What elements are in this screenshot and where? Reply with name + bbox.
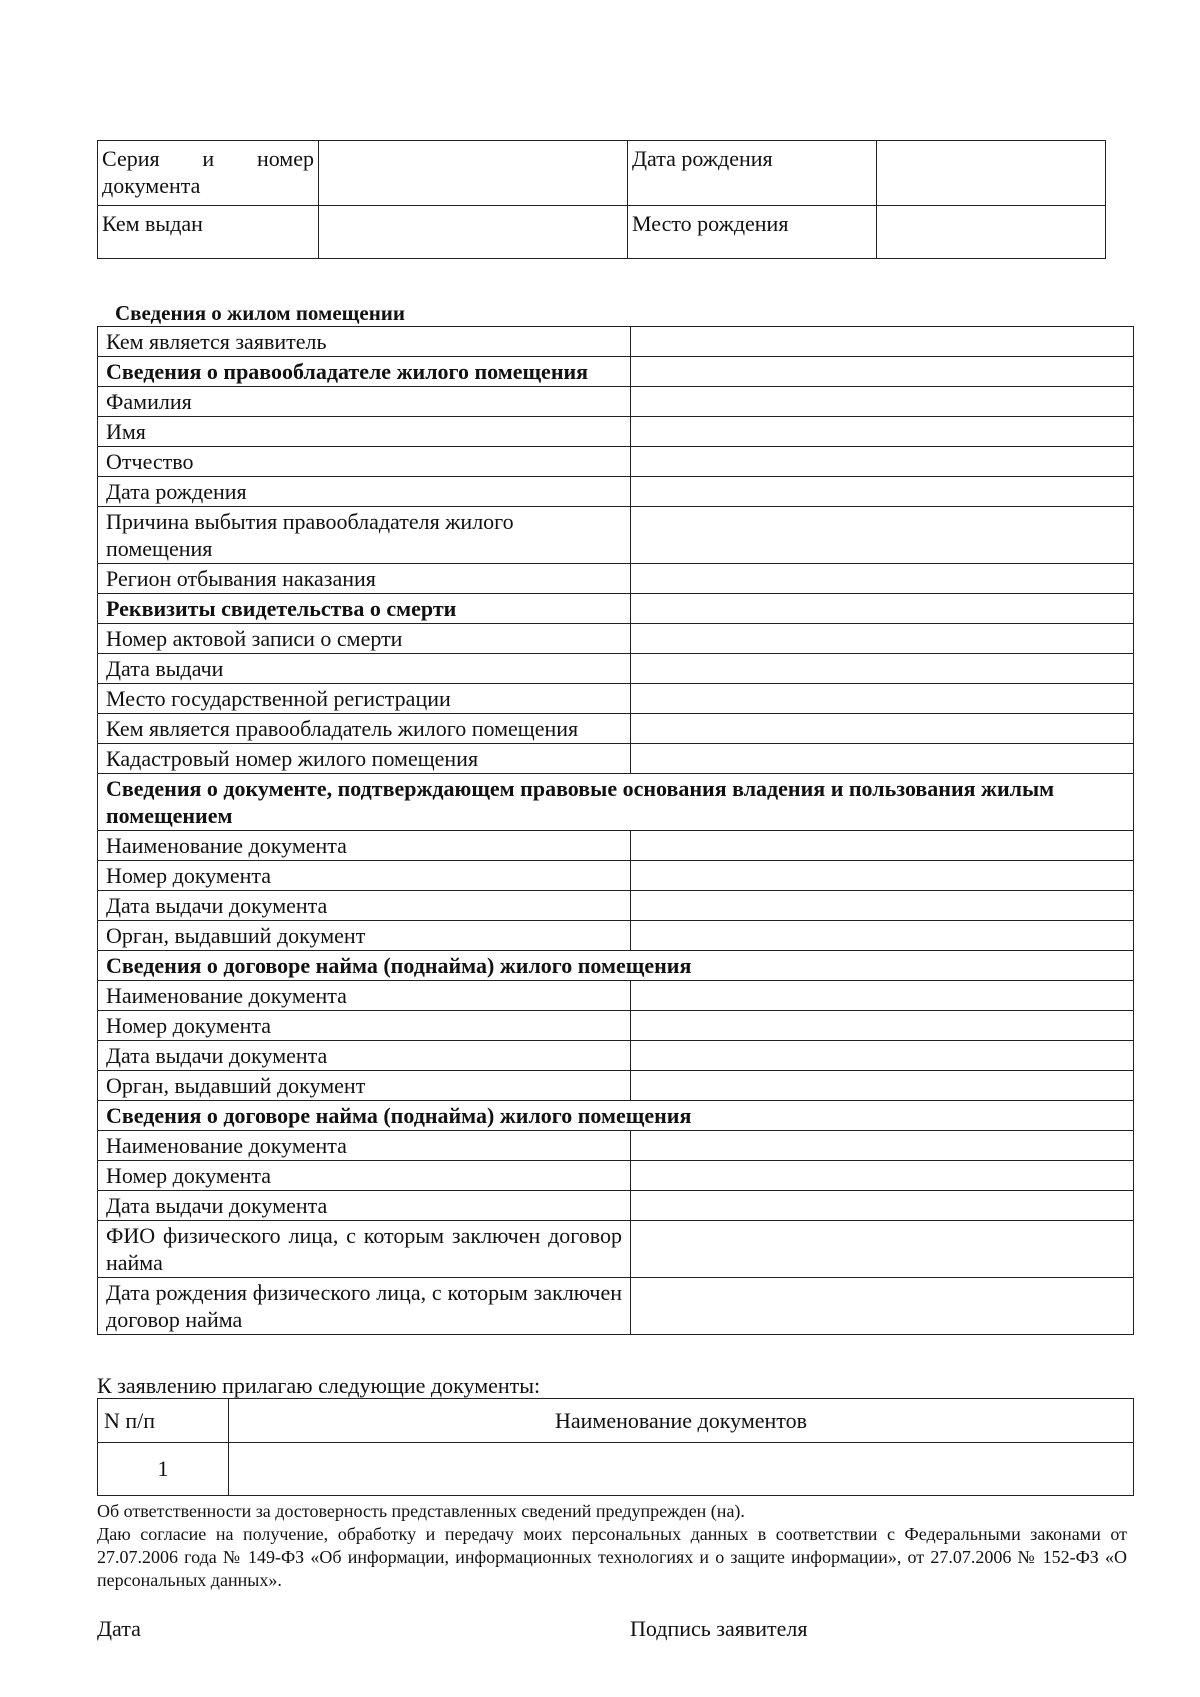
housing-row bbox=[98, 1131, 1134, 1161]
housing-row bbox=[98, 477, 1134, 507]
housing-row bbox=[98, 507, 1134, 564]
housing-row-value[interactable] bbox=[631, 714, 1134, 744]
housing-row-value[interactable] bbox=[631, 1011, 1134, 1041]
housing-section-header: Реквизиты свидетельства о смерти bbox=[98, 594, 631, 624]
identity-document-table bbox=[97, 140, 1106, 259]
housing-row-value[interactable] bbox=[631, 447, 1134, 477]
housing-row bbox=[98, 1161, 1134, 1191]
housing-row-label: Фамилия bbox=[98, 387, 631, 417]
housing-row-label: Номер документа bbox=[98, 1161, 631, 1191]
housing-row-label: Наименование документа bbox=[98, 831, 631, 861]
housing-row-value[interactable] bbox=[631, 417, 1134, 447]
housing-row-value[interactable] bbox=[631, 1221, 1134, 1278]
housing-row-value[interactable] bbox=[631, 861, 1134, 891]
housing-row bbox=[98, 1011, 1134, 1041]
housing-row-label: Номер документа bbox=[98, 861, 631, 891]
housing-row bbox=[98, 624, 1134, 654]
housing-row-label: Номер актовой записи о смерти bbox=[98, 624, 631, 654]
housing-row bbox=[98, 1071, 1134, 1101]
housing-row-label: Орган, выдавший документ bbox=[98, 1071, 631, 1101]
housing-section-header: Сведения о договоре найма (поднайма) жилого помещения bbox=[98, 1101, 1134, 1131]
housing-row-label: Дата выдачи документа bbox=[98, 1041, 631, 1071]
housing-row-label: Орган, выдавший документ bbox=[98, 921, 631, 951]
housing-row-value[interactable] bbox=[631, 744, 1134, 774]
attachment-row-num: 1 bbox=[98, 1443, 229, 1496]
housing-row bbox=[98, 1221, 1134, 1278]
housing-row-label: Кем является правообладатель жилого помещения bbox=[98, 714, 631, 744]
housing-row-label: Кем является заявитель bbox=[98, 327, 631, 357]
housing-row-value[interactable] bbox=[631, 327, 1134, 357]
birth-date-label: Дата рождения bbox=[628, 141, 877, 206]
housing-row bbox=[98, 921, 1134, 951]
attachment-row-name[interactable] bbox=[229, 1443, 1134, 1496]
housing-row-value[interactable] bbox=[631, 1041, 1134, 1071]
housing-row-value[interactable] bbox=[631, 564, 1134, 594]
housing-row bbox=[98, 1191, 1134, 1221]
series-number-label: Серия и номер документа bbox=[98, 141, 319, 206]
housing-row-value[interactable] bbox=[631, 831, 1134, 861]
housing-row-label: Регион отбывания наказания bbox=[98, 564, 631, 594]
housing-row bbox=[98, 744, 1134, 774]
birth-place-value[interactable] bbox=[877, 206, 1106, 259]
attachments-col-num: N п/п bbox=[98, 1399, 229, 1443]
housing-row-value[interactable] bbox=[631, 357, 1134, 387]
notes-block bbox=[97, 1500, 1127, 1592]
housing-info-table bbox=[97, 326, 1134, 1335]
housing-section-header: Сведения о договоре найма (поднайма) жилого помещения bbox=[98, 951, 1134, 981]
housing-row-value[interactable] bbox=[631, 507, 1134, 564]
attachments-table bbox=[97, 1398, 1134, 1496]
housing-row-value[interactable] bbox=[631, 1191, 1134, 1221]
attachments-col-name: Наименование документов bbox=[229, 1399, 1134, 1443]
consent-note: Даю согласие на получение, обработку и передачу моих персональных данных в соответствии с Федеральными законами от 27.07.2006 года № 149-ФЗ «Об информации, информационных технологиях и о защите информации», от 27.07.2006 № 152-ФЗ «О персональных данных». bbox=[97, 1524, 1127, 1590]
housing-row bbox=[98, 891, 1134, 921]
housing-section-title: Сведения о жилом помещении bbox=[115, 301, 405, 325]
housing-row bbox=[98, 564, 1134, 594]
housing-row bbox=[98, 387, 1134, 417]
housing-row-label: Дата выдачи документа bbox=[98, 891, 631, 921]
housing-row bbox=[98, 327, 1134, 357]
housing-row-value[interactable] bbox=[631, 387, 1134, 417]
housing-row-value[interactable] bbox=[631, 477, 1134, 507]
housing-section-header: Сведения о документе, подтверждающем правовые основания владения и пользования жилым помещением bbox=[98, 774, 1134, 831]
housing-row bbox=[98, 417, 1134, 447]
housing-row-value[interactable] bbox=[631, 891, 1134, 921]
issued-by-label: Кем выдан bbox=[98, 206, 319, 259]
housing-row-value[interactable] bbox=[631, 1278, 1134, 1335]
housing-row bbox=[98, 714, 1134, 744]
housing-row bbox=[98, 654, 1134, 684]
housing-row bbox=[98, 447, 1134, 477]
housing-row-label: Дата рождения bbox=[98, 477, 631, 507]
attachments-title: К заявлению прилагаю следующие документы: bbox=[97, 1373, 541, 1398]
housing-row-label: Кадастровый номер жилого помещения bbox=[98, 744, 631, 774]
housing-row-label: Наименование документа bbox=[98, 1131, 631, 1161]
housing-row-value[interactable] bbox=[631, 594, 1134, 624]
housing-row-label: Номер документа bbox=[98, 1011, 631, 1041]
housing-row bbox=[98, 861, 1134, 891]
responsibility-note: Об ответственности за достоверность представленных сведений предупрежден (на). bbox=[97, 1501, 745, 1521]
housing-row-value[interactable] bbox=[631, 684, 1134, 714]
housing-row bbox=[98, 594, 1134, 624]
housing-row-value[interactable] bbox=[631, 624, 1134, 654]
housing-row-value[interactable] bbox=[631, 1071, 1134, 1101]
housing-row-label: Отчество bbox=[98, 447, 631, 477]
birth-date-value[interactable] bbox=[877, 141, 1106, 206]
housing-row-label: Причина выбытия правообладателя жилого помещения bbox=[98, 507, 631, 564]
housing-row bbox=[98, 684, 1134, 714]
housing-row-value[interactable] bbox=[631, 1161, 1134, 1191]
housing-row-label: ФИО физического лица, с которым заключен договор найма bbox=[98, 1221, 631, 1278]
date-label: Дата bbox=[97, 1616, 141, 1641]
housing-row bbox=[98, 831, 1134, 861]
housing-row-label: Имя bbox=[98, 417, 631, 447]
birth-place-label: Место рождения bbox=[628, 206, 877, 259]
housing-row bbox=[98, 1101, 1134, 1131]
housing-row-value[interactable] bbox=[631, 1131, 1134, 1161]
housing-row-label: Дата выдачи документа bbox=[98, 1191, 631, 1221]
housing-row bbox=[98, 951, 1134, 981]
housing-row-value[interactable] bbox=[631, 921, 1134, 951]
housing-row bbox=[98, 357, 1134, 387]
housing-row bbox=[98, 1041, 1134, 1071]
housing-row-label: Наименование документа bbox=[98, 981, 631, 1011]
housing-row bbox=[98, 1278, 1134, 1335]
housing-row-value[interactable] bbox=[631, 981, 1134, 1011]
applicant-signature-label: Подпись заявителя bbox=[630, 1616, 808, 1641]
housing-row bbox=[98, 981, 1134, 1011]
housing-row-value[interactable] bbox=[631, 654, 1134, 684]
series-number-value[interactable] bbox=[319, 141, 628, 206]
housing-row-label: Дата рождения физического лица, с которым заключен договор найма bbox=[98, 1278, 631, 1335]
issued-by-value[interactable] bbox=[319, 206, 628, 259]
housing-row-label: Дата выдачи bbox=[98, 654, 631, 684]
housing-row bbox=[98, 774, 1134, 831]
housing-row-label: Место государственной регистрации bbox=[98, 684, 631, 714]
housing-section-header: Сведения о правообладателе жилого помещения bbox=[98, 357, 631, 387]
